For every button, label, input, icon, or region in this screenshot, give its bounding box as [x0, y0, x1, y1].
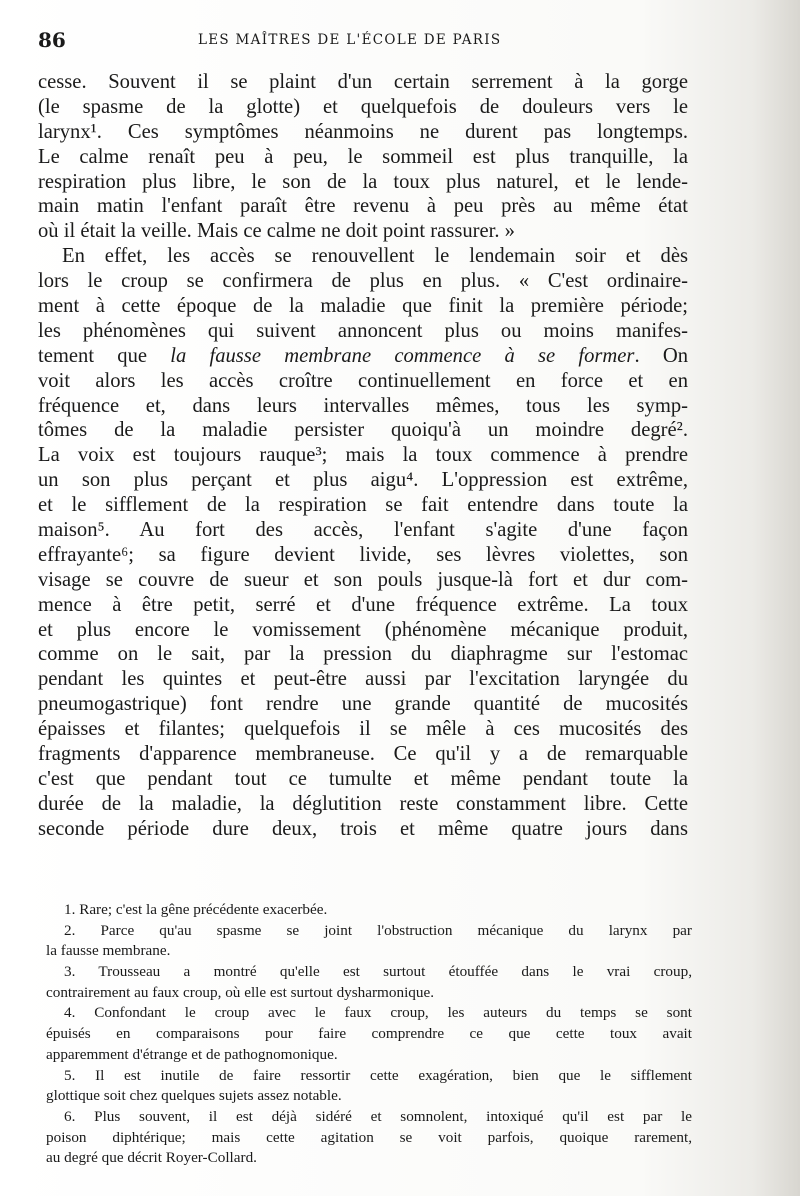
body-line: comme on le sait, par la pression du diaphragme sur l'estomac — [38, 643, 688, 666]
body-line: effrayante⁶; sa figure devient livide, ses lèvres violettes, son — [38, 543, 688, 566]
body-line: seconde période dure deux, trois et même quatre jours dans — [38, 817, 688, 840]
footnote-1 — [40, 900, 692, 921]
body-line: En effet, les accès se renouvellent le lendemain soir et dès — [62, 245, 688, 268]
body-line: larynx¹. Ces symptômes néanmoins ne durent pas longtemps. — [38, 120, 688, 143]
body-line: pneumogastrique) font rendre une grande quantité de mucosités — [38, 693, 688, 716]
italic-after: . On — [634, 344, 688, 367]
body-line: maison⁵. Au fort des accès, l'enfant s'agite d'une façon — [38, 519, 688, 542]
footnote-line: 6. Plus souvent, il est déjà sidéré et somnolent, intoxiqué qu'il est par le — [64, 1107, 692, 1125]
page-number: 86 — [38, 28, 66, 52]
footnote-4 — [40, 1003, 692, 1065]
italic-before: tement que — [38, 344, 171, 367]
footnote-5 — [40, 1066, 692, 1107]
body-line: (le spasme de la glotte) et quelquefois de douleurs vers le — [38, 95, 688, 118]
footnote-2 — [40, 921, 692, 962]
body-line: et le sifflement de la respiration se fait entendre dans toute la — [38, 494, 688, 517]
body-line: fréquence et, dans leurs intervalles mêmes, tous les symp- — [38, 394, 688, 417]
footnote-line: au degré que décrit Royer-Collard. — [46, 1149, 257, 1167]
body-line: tômes de la maladie persister quoiqu'à un moindre degré². — [38, 419, 688, 442]
body-line: épaisses et filantes; quelquefois il se mêle à ces mucosités des — [38, 718, 688, 741]
body-line: c'est que pendant tout ce tumulte et même pendant toute la — [38, 767, 688, 790]
body-line: où il était la veille. Mais ce calme ne doit point rassurer. » — [38, 220, 515, 243]
footnote-line: 2. Parce qu'au spasme se joint l'obstruction mécanique du larynx par — [64, 921, 692, 939]
body-line: durée de la maladie, la déglutition reste constamment libre. Cette — [38, 792, 688, 815]
body-line-with-italic — [38, 344, 688, 369]
footnote-line: 3. Trousseau a montré qu'elle est surtout étouffée dans le vrai croup, — [64, 963, 692, 981]
body-line: main matin l'enfant paraît être revenu à peu près au même état — [38, 195, 688, 218]
body-line: pendant les quintes et peut-être aussi par l'excitation laryngée du — [38, 668, 688, 691]
footnote-line: 5. Il est inutile de faire ressortir cette exagération, bien que le sifflement — [64, 1066, 692, 1084]
footnote-3 — [40, 962, 692, 1003]
body-line: visage se couvre de sueur et son pouls jusque-là fort et dur com- — [38, 568, 688, 591]
footnote-line: glottique soit chez quelques sujets assez notable. — [46, 1087, 342, 1105]
body-line: ment à cette époque de la maladie que finit la première période; — [38, 295, 688, 318]
body-line: et plus encore le vomissement (phénomène mécanique produit, — [38, 618, 688, 641]
italic-phrase: la fausse membrane commence à se former — [170, 344, 635, 367]
body-line: respiration plus libre, le son de la toux plus naturel, et le lende- — [38, 170, 688, 193]
body-line: les phénomènes qui suivent annoncent plus ou moins manifes- — [38, 319, 688, 342]
body-line: La voix est toujours rauque³; mais la toux commence à prendre — [38, 444, 688, 467]
footnotes — [40, 900, 692, 1169]
running-title: LES MAÎTRES DE L'ÉCOLE DE PARIS — [198, 32, 502, 48]
footnote-line: 1. Rare; c'est la gêne précédente exacerbée. — [64, 901, 328, 918]
footnote-line: poison diphtérique; mais cette agitation se voit parfois, quoique rarement, — [46, 1128, 692, 1146]
footnote-line: épuisés en comparaisons pour faire comprendre ce que cette toux avait — [46, 1025, 692, 1043]
page-header — [38, 24, 698, 54]
footnote-line: la fausse membrane. — [46, 942, 171, 960]
footnote-line: apparemment d'étrange et de pathognomonique. — [46, 1045, 338, 1063]
body-line: Le calme renaît peu à peu, le sommeil est plus tranquille, la — [38, 145, 688, 168]
footnote-line: contrairement au faux croup, où elle est surtout dysharmonique. — [46, 983, 435, 1001]
body-line: un son plus perçant et plus aigu⁴. L'oppression est extrême, — [38, 469, 688, 492]
body-line: voit alors les accès croître continuellement en force et en — [38, 369, 688, 392]
body-line: lors le croup se confirmera de plus en plus. « C'est ordinaire- — [38, 270, 688, 293]
body-line: cesse. Souvent il se plaint d'un certain serrement à la gorge — [38, 71, 688, 93]
body-line: fragments d'apparence membraneuse. Ce qu'il y a de remarquable — [38, 743, 688, 766]
body-text — [38, 70, 688, 842]
footnote-line: 4. Confondant le croup avec le faux croup, les auteurs du temps se sont — [64, 1004, 692, 1022]
footnote-6 — [40, 1107, 692, 1169]
body-line: mence à être petit, serré et d'une fréquence extrême. La toux — [38, 593, 688, 616]
